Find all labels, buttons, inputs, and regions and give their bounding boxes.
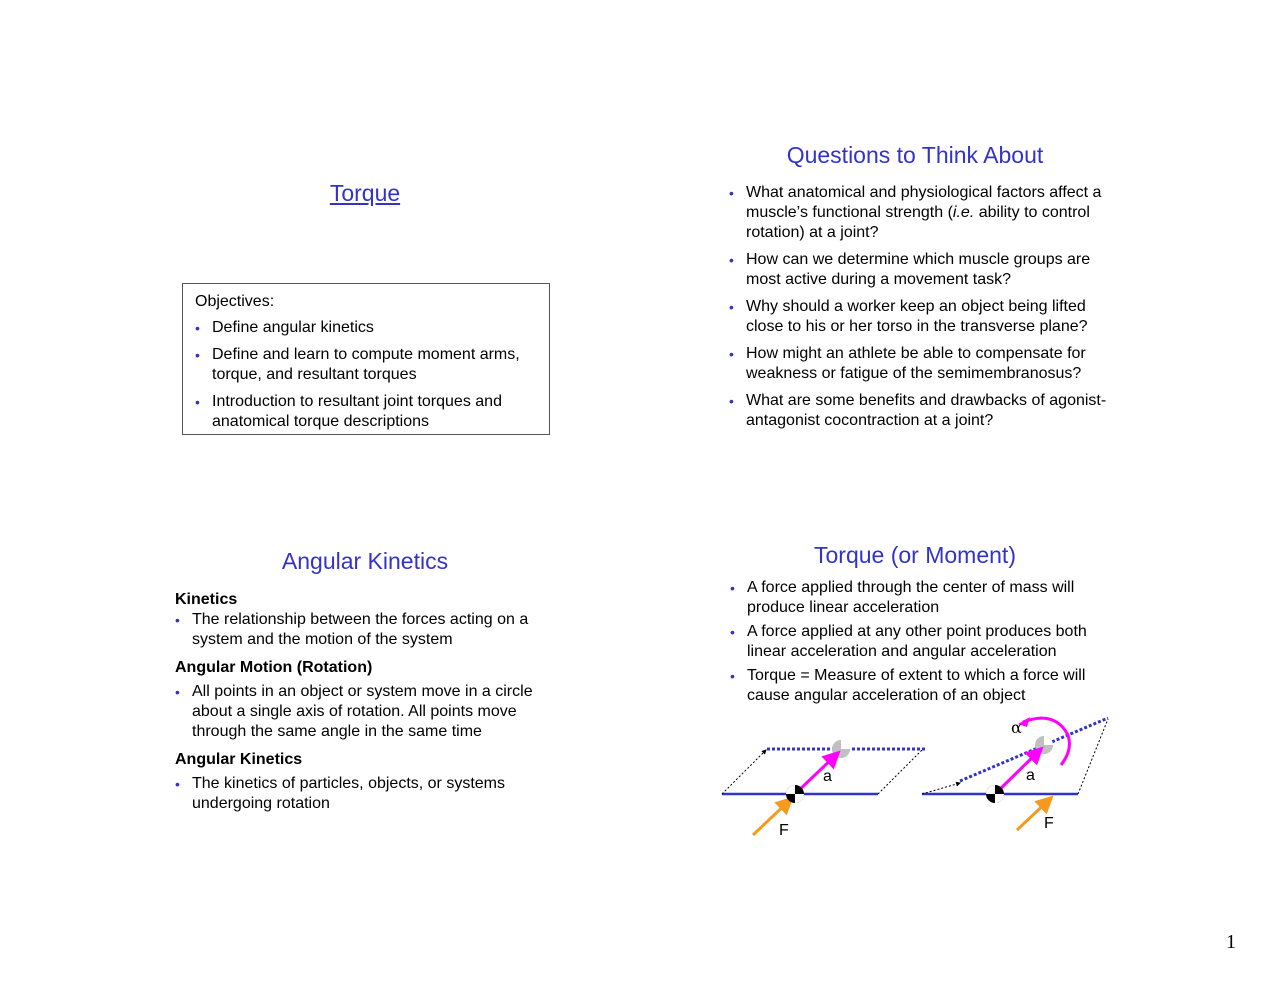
list-item: • Why should a worker keep an object being lifted close to his or her torso in the transverse plane?	[729, 298, 1088, 335]
torque-diagram	[715, 705, 1135, 845]
list-item: • The relationship between the forces acting on a system and the motion of the system	[175, 611, 529, 648]
slide3-title: Angular Kinetics	[281, 548, 449, 574]
linear-acceleration-diagram	[722, 740, 925, 839]
objectives-heading: Objectives:	[195, 293, 275, 310]
list-item: • How can we determine which muscle groups are most active during a movement task?	[729, 251, 1091, 288]
slide1-title: Torque	[329, 180, 401, 206]
left-force-label: F	[779, 822, 789, 839]
slide2-title: Questions to Think About	[786, 142, 1044, 168]
angular-acceleration-diagram	[922, 717, 1108, 832]
objectives-box	[182, 283, 550, 435]
bullet-icon: •	[729, 393, 734, 409]
bullet-icon: •	[730, 624, 735, 640]
angular-kinetics-heading: Angular Kinetics	[175, 751, 303, 768]
list-item: • What are some benefits and drawbacks of agonist-antagonist cocontraction at a joint?	[729, 392, 1107, 429]
list-item: • All points in an object or system move in a circle about a single axis of rotation. All points move through the same angle in the same time	[175, 683, 533, 740]
list-item: • Define angular kinetics	[195, 319, 374, 336]
list-item: • Introduction to resultant joint torques and anatomical torque descriptions	[195, 393, 502, 430]
list-item: • The kinetics of particles, objects, or systems undergoing rotation	[175, 775, 505, 812]
bullet-icon: •	[729, 252, 734, 268]
list-item: • Define and learn to compute moment arms, torque, and resultant torques	[195, 346, 520, 383]
bullet-icon: •	[729, 346, 734, 362]
bullet-icon: •	[729, 299, 734, 315]
bullet-icon: •	[195, 394, 200, 410]
slide3-body	[175, 590, 555, 821]
motion-path-line	[878, 750, 922, 794]
right-force-label: F	[1044, 815, 1054, 832]
angular-motion-list	[175, 682, 555, 742]
bullet-icon: •	[195, 320, 200, 336]
alpha-label: α	[1011, 718, 1022, 737]
slide4-title: Torque (or Moment)	[814, 542, 1016, 568]
bullet-icon: •	[175, 612, 180, 628]
bullet-icon: •	[729, 185, 734, 201]
motion-path-line	[922, 783, 960, 794]
right-accel-label: a	[1026, 767, 1035, 784]
torque-list	[730, 578, 1110, 713]
bullet-icon: •	[195, 347, 200, 363]
bullet-icon: •	[175, 684, 180, 700]
list-item: • A force applied through the center of mass will produce linear acceleration	[730, 579, 1075, 616]
angular-kinetics-list	[175, 774, 555, 814]
bullet-icon: •	[175, 776, 180, 792]
left-accel-label: a	[823, 768, 832, 785]
questions-list	[729, 183, 1109, 438]
kinetics-list	[175, 610, 555, 650]
angular-motion-heading: Angular Motion (Rotation)	[175, 659, 373, 676]
page-number: 1	[1226, 931, 1236, 953]
bullet-icon: •	[730, 668, 735, 684]
bullet-icon: •	[730, 580, 735, 596]
objectives-list	[195, 318, 537, 432]
list-item: • What anatomical and physiological factors affect a muscle’s functional strength (i.e. ability to control rotation) at a joint?	[729, 184, 1102, 241]
list-item: • A force applied at any other point produces both linear acceleration and angular acceleration	[730, 623, 1087, 660]
motion-path-line	[722, 750, 766, 794]
list-item: • Torque = Measure of extent to which a force will cause angular acceleration of an object	[730, 667, 1086, 704]
kinetics-heading: Kinetics	[175, 591, 238, 608]
list-item: • How might an athlete be able to compensate for weakness or fatigue of the semimembranosus?	[729, 345, 1086, 382]
